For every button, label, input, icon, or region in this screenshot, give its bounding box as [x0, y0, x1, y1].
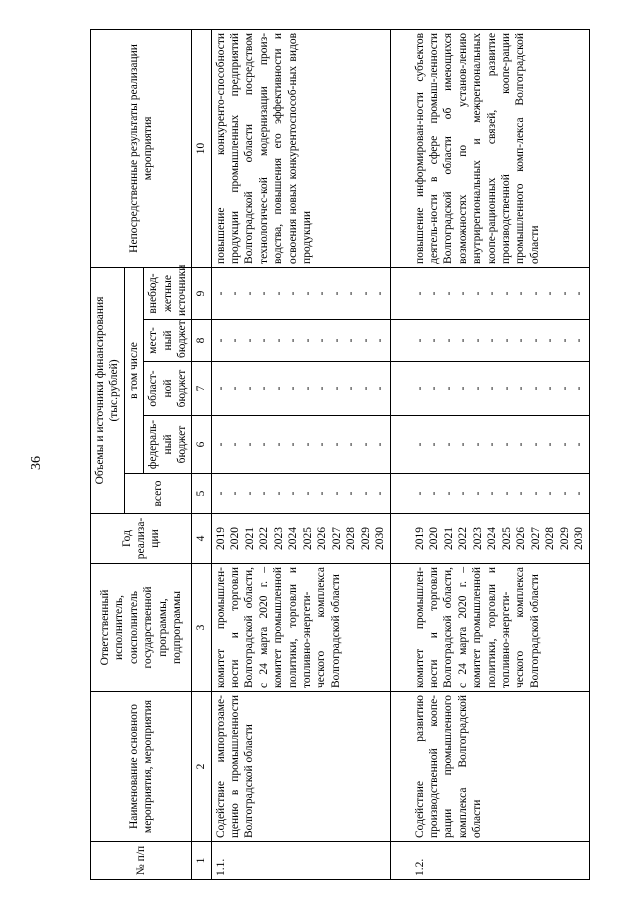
dash-value: -	[359, 491, 372, 496]
year: 2029	[558, 527, 571, 550]
dash-value: -	[558, 291, 571, 296]
result-text: повышение информирован-ности субъектов деятель-ности в сфере промыш-ленности Волгоградской области об имеющихся возможностях по установ-лению внутрирегиональных и межрегиональных коопе-рационных связей, развитие производственной коопе-рации промышленного комп-лекса Волгоградской области	[390, 29, 589, 267]
dash-value: -	[287, 291, 300, 296]
dash-value: -	[515, 386, 528, 391]
dash-value: -	[287, 442, 300, 447]
dash-value: -	[500, 338, 513, 343]
dash-value: -	[345, 442, 358, 447]
dash-value: -	[529, 491, 542, 496]
dash-value: -	[442, 338, 455, 343]
dash-value: -	[515, 291, 528, 296]
year: 2020	[428, 527, 441, 550]
dash-value: -	[345, 338, 358, 343]
dash-value: -	[529, 386, 542, 391]
dash-value: -	[243, 386, 256, 391]
dash-value: -	[529, 442, 542, 447]
activity-name: Содействие развитию производственной коопе-рации промышленного комплекса Волгоградской области	[390, 692, 589, 842]
dash-value: -	[558, 386, 571, 391]
header-total: всего	[124, 474, 192, 514]
index-cell: 1	[192, 842, 211, 880]
dash-value: -	[374, 442, 387, 447]
dash-value: -	[544, 491, 557, 496]
dash-value: -	[529, 338, 542, 343]
dash-value: -	[345, 291, 358, 296]
dash-value: -	[428, 338, 441, 343]
dash-value: -	[229, 491, 242, 496]
dash-value: -	[544, 291, 557, 296]
header-name: Наименование основного мероприятия, мероприятия	[91, 692, 192, 842]
dash-value: -	[471, 338, 484, 343]
index-cell: 2	[192, 692, 211, 842]
dash-value: -	[515, 491, 528, 496]
dash-value: -	[544, 442, 557, 447]
executor: комитет промышлен-ности и торговли Волгоградской области, с 24 марта 2020 г. – комитет промышленной политики, торговли и топливно-энергети-ческого комплекса Волгоградской области	[211, 564, 390, 692]
dash-value: -	[374, 386, 387, 391]
dash-value: -	[515, 338, 528, 343]
dash-value: -	[442, 491, 455, 496]
dash-value: -	[330, 442, 343, 447]
header-num: № п/п	[91, 842, 192, 880]
dash-value: -	[301, 338, 314, 343]
index-cell: 7	[192, 362, 211, 416]
regional-values	[390, 362, 589, 416]
dash-value: -	[287, 338, 300, 343]
table-row	[211, 29, 390, 879]
dash-value: -	[316, 291, 329, 296]
header-incl: в том числе	[124, 267, 143, 473]
dash-value: -	[243, 291, 256, 296]
dash-value: -	[345, 491, 358, 496]
dash-value: -	[316, 442, 329, 447]
dash-value: -	[529, 291, 542, 296]
dash-value: -	[428, 386, 441, 391]
dash-value: -	[272, 386, 285, 391]
dash-value: -	[500, 491, 513, 496]
extra-values	[390, 267, 589, 319]
dash-value: -	[272, 291, 285, 296]
dash-value: -	[544, 338, 557, 343]
year: 2021	[243, 527, 256, 550]
year: 2028	[345, 527, 358, 550]
dash-value: -	[214, 491, 227, 496]
index-row	[192, 29, 211, 879]
header-extra: внебюд-жетные источники	[144, 267, 192, 319]
years-list	[211, 514, 390, 564]
year: 2027	[330, 527, 343, 550]
dash-value: -	[442, 442, 455, 447]
header-funding: Объемы и источники финансирования (тыс.рублей)	[91, 267, 125, 513]
dash-value: -	[214, 386, 227, 391]
dash-value: -	[457, 291, 470, 296]
dash-value: -	[229, 442, 242, 447]
dash-value: -	[214, 291, 227, 296]
dash-value: -	[301, 386, 314, 391]
activity-name: Содействие импортозаме-щению в промышленности Волгоградской области	[211, 692, 390, 842]
index-cell: 4	[192, 514, 211, 564]
dash-value: -	[345, 386, 358, 391]
dash-value: -	[316, 386, 329, 391]
activities-table	[90, 29, 590, 880]
years-list	[390, 514, 589, 564]
header-results: Непосредственные результаты реализации мероприятия	[91, 29, 192, 267]
index-cell: 5	[192, 474, 211, 514]
dash-value: -	[214, 442, 227, 447]
dash-value: -	[471, 442, 484, 447]
dash-value: -	[573, 491, 586, 496]
dash-value: -	[471, 491, 484, 496]
year: 2026	[515, 527, 528, 550]
dash-value: -	[471, 386, 484, 391]
year: 2022	[457, 527, 470, 550]
dash-value: -	[413, 291, 426, 296]
dash-value: -	[500, 291, 513, 296]
dash-value: -	[471, 291, 484, 296]
dash-value: -	[287, 386, 300, 391]
dash-value: -	[330, 386, 343, 391]
dash-value: -	[442, 386, 455, 391]
dash-value: -	[301, 442, 314, 447]
dash-value: -	[258, 386, 271, 391]
total-values	[390, 474, 589, 514]
dash-value: -	[258, 442, 271, 447]
dash-value: -	[258, 338, 271, 343]
dash-value: -	[374, 291, 387, 296]
federal-values	[390, 416, 589, 474]
dash-value: -	[486, 442, 499, 447]
dash-value: -	[359, 291, 372, 296]
dash-value: -	[272, 442, 285, 447]
federal-values	[211, 416, 390, 474]
dash-value: -	[359, 338, 372, 343]
dash-value: -	[287, 491, 300, 496]
dash-value: -	[486, 386, 499, 391]
year: 2028	[544, 527, 557, 550]
executor: комитет промышлен-ности и торговли Волгоградской области, с 24 марта 2020 г. – комитет промышленной политики, торговли и топливно-энергети-ческого комплекса Волгоградской области	[390, 564, 589, 692]
year: 2020	[229, 527, 242, 550]
dash-value: -	[500, 442, 513, 447]
dash-value: -	[316, 338, 329, 343]
dash-value: -	[558, 442, 571, 447]
extra-values	[211, 267, 390, 319]
year: 2030	[374, 527, 387, 550]
local-values	[211, 320, 390, 362]
header-year: Год реализа-ции	[91, 514, 192, 564]
dash-value: -	[359, 442, 372, 447]
dash-value: -	[457, 338, 470, 343]
dash-value: -	[243, 491, 256, 496]
dash-value: -	[243, 338, 256, 343]
dash-value: -	[374, 491, 387, 496]
dash-value: -	[428, 442, 441, 447]
year: 2019	[214, 527, 227, 550]
dash-value: -	[457, 491, 470, 496]
dash-value: -	[229, 291, 242, 296]
year: 2019	[413, 527, 426, 550]
dash-value: -	[330, 338, 343, 343]
row-number: 1.1.	[211, 842, 390, 880]
regional-values	[211, 362, 390, 416]
dash-value: -	[413, 442, 426, 447]
dash-value: -	[229, 338, 242, 343]
year: 2026	[316, 527, 329, 550]
dash-value: -	[573, 442, 586, 447]
dash-value: -	[413, 386, 426, 391]
header-regional: област-ной бюджет	[144, 362, 192, 416]
year: 2029	[359, 527, 372, 550]
dash-value: -	[330, 491, 343, 496]
table-row	[390, 29, 589, 879]
index-cell: 3	[192, 564, 211, 692]
dash-value: -	[229, 386, 242, 391]
landscape-sheet	[90, 30, 620, 880]
year: 2023	[471, 527, 484, 550]
dash-value: -	[515, 442, 528, 447]
dash-value: -	[272, 338, 285, 343]
year: 2025	[301, 527, 314, 550]
dash-value: -	[573, 386, 586, 391]
header-federal: федераль-ный бюджет	[144, 416, 192, 474]
dash-value: -	[243, 442, 256, 447]
dash-value: -	[486, 338, 499, 343]
dash-value: -	[428, 491, 441, 496]
dash-value: -	[428, 291, 441, 296]
dash-value: -	[272, 491, 285, 496]
index-cell: 9	[192, 267, 211, 319]
dash-value: -	[486, 291, 499, 296]
dash-value: -	[442, 291, 455, 296]
index-cell: 6	[192, 416, 211, 474]
year: 2025	[500, 527, 513, 550]
dash-value: -	[457, 386, 470, 391]
local-values	[390, 320, 589, 362]
dash-value: -	[486, 491, 499, 496]
dash-value: -	[330, 291, 343, 296]
dash-value: -	[359, 386, 372, 391]
dash-value: -	[558, 491, 571, 496]
dash-value: -	[301, 491, 314, 496]
row-number: 1.2.	[390, 842, 589, 880]
dash-value: -	[316, 491, 329, 496]
dash-value: -	[413, 338, 426, 343]
year: 2023	[272, 527, 285, 550]
dash-value: -	[573, 291, 586, 296]
header-row-1	[91, 29, 125, 879]
dash-value: -	[214, 338, 227, 343]
index-cell: 8	[192, 320, 211, 362]
year: 2022	[258, 527, 271, 550]
dash-value: -	[573, 338, 586, 343]
header-local: мест-ный бюджет	[144, 320, 192, 362]
dash-value: -	[258, 291, 271, 296]
header-executor: Ответственный исполнитель, соисполнитель государственной программы, подпрограммы	[91, 564, 192, 692]
dash-value: -	[413, 491, 426, 496]
year: 2021	[442, 527, 455, 550]
year: 2030	[573, 527, 586, 550]
result-text: повышение конкуренто-способности продукции промышленных предприятий Волгоградской области посредством технологичес-кой модернизации произ-водства, повышения его эффективности и освоения новых конкурентоспособ-ных видов продукции	[211, 29, 390, 267]
dash-value: -	[457, 442, 470, 447]
page-number: 36	[29, 456, 44, 470]
dash-value: -	[258, 491, 271, 496]
dash-value: -	[374, 338, 387, 343]
year: 2027	[529, 527, 542, 550]
dash-value: -	[500, 386, 513, 391]
total-values	[211, 474, 390, 514]
dash-value: -	[544, 386, 557, 391]
index-cell: 10	[192, 29, 211, 267]
dash-value: -	[301, 291, 314, 296]
year: 2024	[486, 527, 499, 550]
dash-value: -	[558, 338, 571, 343]
year: 2024	[287, 527, 300, 550]
